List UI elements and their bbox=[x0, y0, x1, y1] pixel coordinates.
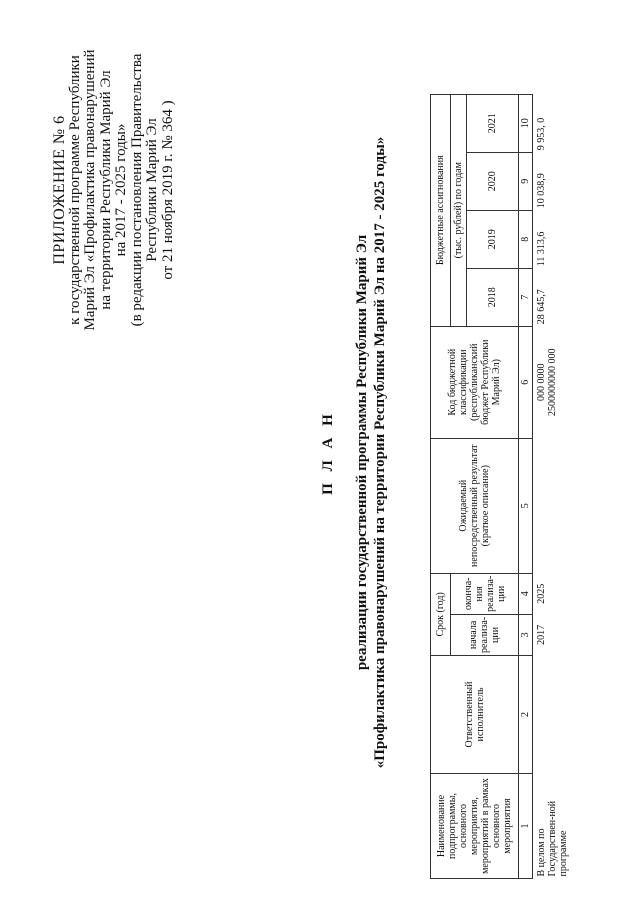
plan-table bbox=[430, 94, 570, 879]
row-value-2021: 9 953, 0 bbox=[536, 117, 547, 151]
header-budget: Бюджетные ассигнования bbox=[431, 94, 451, 326]
col-number: 10 bbox=[519, 94, 533, 152]
row-code-line-1: 000 0000 bbox=[536, 363, 547, 401]
subtitle-line-1: реализации государственной программы Республики Марий Эл bbox=[354, 234, 370, 671]
row-code bbox=[533, 326, 571, 438]
appendix-block bbox=[52, 40, 176, 340]
col-number: 3 bbox=[519, 614, 533, 655]
header-term-start: начала реализа-ции bbox=[451, 614, 519, 655]
appendix-line: от 21 ноября 2019 г. № 364 ) bbox=[159, 100, 176, 280]
header-name: Наименование подпрограммы, основного мероприятия, мероприятий в рамках основного мероприятия bbox=[431, 774, 519, 879]
row-end-year: 2025 bbox=[536, 583, 547, 604]
appendix-line: на территории Республики Марий Эл bbox=[97, 70, 114, 310]
appendix-line: (в редакции постановления Правительства bbox=[128, 53, 145, 327]
appendix-heading: ПРИЛОЖЕНИЕ № 6 bbox=[51, 115, 68, 265]
col-number: 1 bbox=[519, 774, 533, 879]
col-number: 7 bbox=[519, 268, 533, 326]
column-numbers-row bbox=[519, 94, 533, 878]
header-year-2020: 2020 bbox=[467, 152, 519, 210]
row-result bbox=[533, 438, 571, 573]
row-name: В целом по Государствен-ной программе bbox=[536, 800, 569, 877]
row-start-year: 2017 bbox=[536, 624, 547, 645]
appendix-line: к государственной программе Республики bbox=[66, 55, 83, 325]
row-executor bbox=[533, 656, 571, 774]
header-year-2019: 2019 bbox=[467, 210, 519, 268]
appendix-line: на 2017 - 2025 годы» bbox=[113, 123, 129, 257]
header-budget-unit: (тыс. рублей) по годам bbox=[451, 94, 467, 326]
header-result: Ожидаемый непосредственный результат (краткое описание) bbox=[431, 438, 519, 573]
header-code: Код бюджетной классификации (республиканский бюджет Республики Марий Эл) bbox=[431, 326, 519, 438]
appendix-line: Марий Эл «Профилактика правонарушений bbox=[82, 49, 98, 331]
plan-subtitle bbox=[353, 0, 389, 905]
row-code-line-2: 2500000000 000 bbox=[547, 348, 558, 416]
row-value-2018: 28 645,7 bbox=[536, 289, 547, 325]
header-term-end: оконча-ния реализа-ции bbox=[451, 573, 519, 614]
row-value-2019: 11 313,6 bbox=[536, 231, 547, 267]
row-value-2020: 10 038,9 bbox=[536, 173, 547, 209]
header-term: Срок (год) bbox=[431, 573, 451, 655]
header-executor: Ответственный исполнитель bbox=[431, 656, 519, 774]
col-number: 9 bbox=[519, 152, 533, 210]
col-number: 8 bbox=[519, 210, 533, 268]
table-row bbox=[533, 94, 571, 878]
col-number: 2 bbox=[519, 656, 533, 774]
col-number: 4 bbox=[519, 573, 533, 614]
col-number: 5 bbox=[519, 438, 533, 573]
subtitle-line-2: «Профилактика правонарушений на территории Республики Марий Эл на 2017 - 2025 годы» bbox=[372, 136, 388, 769]
header-year-2021: 2021 bbox=[467, 94, 519, 152]
appendix-line: Республики Марий Эл bbox=[144, 118, 160, 262]
header-year-2018: 2018 bbox=[467, 268, 519, 326]
plan-title: П Л А Н bbox=[320, 410, 336, 495]
col-number: 6 bbox=[519, 326, 533, 438]
